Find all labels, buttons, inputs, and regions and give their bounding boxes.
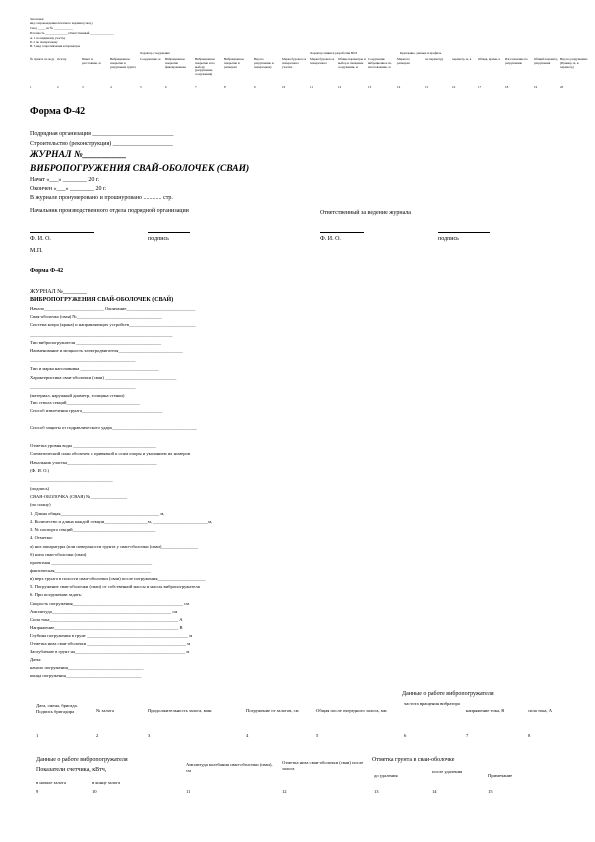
table-column-number: 12 [282,789,287,794]
form-field-line: (материал, наружный диаметр, толщина стенки) [30,393,125,398]
table2-group-left: Данные о работе вибропогружателя [36,757,128,763]
form-field-line: 5. Погружение сваи-оболочки (сваи) от собственной массы и массы вибропогружателя [30,584,200,589]
form-field-line: 3. № паспорта секций____________________________________ [30,527,156,532]
form-field-line: конца погружения_________________________________ [30,673,142,678]
header-line: Б. 2 по поперечному [30,40,58,44]
form-field-line: Начальник участка_______________________________________ [30,460,157,465]
form-field-line: Свая-оболочка (свая) №_____________________________________ [30,314,162,319]
header-column-number: 9 [254,85,256,89]
form-field-line: Амплитуда____________________________________________________ см [30,609,178,614]
form-title: Форма Ф-42 [30,106,86,117]
form-field-line: проектная ____________________________________________ [30,560,153,565]
table-header-cell: в конце залога [92,780,121,785]
header-column-title: Сооружение вибрационное по изготовлению, м [368,57,392,69]
form-field-line: ______________________________________________ [30,357,136,362]
table-header-cell: Амплитуда колебания сваи-оболочки (сваи), см [186,762,273,773]
finished-line: Окончен «___» ________ 20 г. [30,186,107,192]
signature-rule [148,232,190,233]
table-column-number: 10 [92,789,97,794]
signature-rule [30,232,94,233]
header-column-title: Общий параметр, разрушения [534,57,558,65]
header-line: Свод _____ из № ____________ [30,26,74,30]
construction-line: Строительство (реконструкция) ____________________ [30,141,173,147]
form-field-line: Тип вибропогружателя _____________________________________ [30,340,162,345]
stamp-label: М.П. [30,248,43,254]
header-column-title: Сооружение, м [140,57,161,61]
header-column-number: 14 [397,85,401,89]
form-field-line: а) низ аппаратуры (или поверхности грунта у сваи-оболочки (сваи)________________ [30,544,199,549]
header-column-number: 10 [282,85,286,89]
header-column-title: параметр, м, в [452,57,472,61]
form-field-line: 6. При погружении задать: [30,592,83,597]
header-line: вид сопровождения печатного издания (спец.) [30,21,93,25]
table-column-number: 14 [432,789,437,794]
table-column-number: 11 [186,789,191,794]
header-column-number: 13 [368,85,372,89]
table-header-cell: № залога [96,708,114,713]
form-field-line: СВАЯ-ОБОЛОЧКА (СВАЯ) №________________ [30,494,128,499]
header-column-number: 19 [534,85,538,89]
table-header-cell: Погружение от залогов, см [246,708,299,713]
form-field-line: Заглубление в грунт на________________________________________________ м [30,649,190,654]
form-field-line: 4. Отметки: [30,535,53,540]
form-field-line: в) верх грунта в полости сваи-оболочки (сваи) после погружения_____________________ [30,576,206,581]
table-header-cell: после удаления [432,769,463,774]
header-column-number: 2 [57,85,59,89]
header-column-title: Вибрационное покрытие и по выбору (разрушение, сооружения) [195,57,215,77]
form-field-line: 1. Длина общая___________________________________________ м, [30,511,165,516]
table-column-number: 7 [466,733,469,738]
left-sign-title: Начальник производственного отдела подрядной организации [30,208,189,214]
table-column-number: 15 [488,789,493,794]
header-column-title: Вид по разрушению и поперечному [254,57,274,69]
header-column-title: Вид по разрушению (Пример, м, в, параметр) [560,57,588,69]
header-column-number: 7 [195,85,197,89]
header-line: Плотность ______________ Ответственный _______________ [30,31,115,35]
form-field-line: ______________________________________________ [30,384,136,389]
form-field-line: Сила тока________________________________________________________ А [30,617,183,622]
fio-label: Ф. И. О. [320,236,341,242]
form-field-line: Глубина погружения в грунт ____________________________________________ м [30,633,193,638]
table-header-cell: сила тока, А [528,708,553,713]
table-column-number: 13 [374,789,379,794]
table-column-number: 3 [148,733,151,738]
header-column-title: Ось/пр [57,57,67,61]
form-field-line: Скорость погружения________________________________________________ см [30,601,189,606]
signature-label: подпись [438,236,459,242]
table-column-number: 8 [528,733,531,738]
header-column-number: 6 [165,85,167,89]
header-column-number: 12 [338,85,342,89]
header-column-title: Марка по размерам [397,57,410,65]
table-column-number: 9 [36,789,39,794]
table-column-number: 6 [404,733,407,738]
form-field-line: Тип ствола секций________________________________ [30,400,140,405]
form-field-line: Отметка низа сваи-оболочки ___________________________________________ м [30,641,191,646]
form-title-2: Форма Ф-42 [30,268,64,274]
header-column-title: Пикет и расстояние, м [82,57,101,65]
header-column-number: 5 [140,85,142,89]
form-field-line: Отметка уровня воды ____________________________________ [30,443,156,448]
header-group-label: Крепление, данные и профиль [400,51,442,55]
form-field-line: Начало__________________________ Окончание______________________________ [30,306,196,311]
table-header-cell: напряжение тока, В [466,708,505,713]
header-column-title: Вибрационное покрытие и разрушение грунта [110,57,136,69]
header-column-title: Общая, время, в [478,57,500,61]
table2-sub-left: Показатели счетчика, кВтч, [36,767,107,773]
form-field-line: Напряжение______________________________________________________ В [30,625,183,630]
header-group-label: Характер сооружения [140,51,170,55]
table-header-cell: Примечание [488,773,513,778]
form-field-line: (Ф. И. О.) [30,468,50,473]
form-field-line: Тип и марка наголовника __________________________________ [30,366,159,371]
form-field-line: б) низа сваи-оболочки (сваи) [30,552,87,557]
form-field-line: Схематический план оболочек с привязкой к осям опоры и указанием их номеров [30,451,190,456]
form-field-line: Характеристика сваи-оболочки (сваи) _______________________________ [30,375,177,380]
table-column-number: 1 [36,733,39,738]
header-column-title: Марка бурового и поперечного [310,57,335,65]
pages-line: В журнале пронумеровано и прошнуровано ............ стр. [30,195,173,201]
started-line: Начат «___» ________ 20 г. [30,177,100,183]
right-sign-title: Ответственный за ведение журнала [320,210,411,216]
form-field-line: Способ защиты от гидравлического удара_____________________________________ [30,425,197,430]
header-column-title: Общие параметры и выбор и смещение сооружения, м [338,57,366,69]
fio-label: Ф. И. О. [30,236,51,242]
form-field-line: начало погружения_________________________________ [30,665,144,670]
table1-group-label: Данные о работе вибропогружателя [402,691,494,697]
header-column-number: 3 [82,85,84,89]
table2-group-right: Отметка грунта в сваи-оболочке [372,757,455,763]
header-group-label: Характер линии и разработки ВОЗ [310,51,358,55]
form-field-line: фактическая__________________________________________ [30,568,151,573]
header-column-title: Вибрационное покрытие фиксированная [165,57,186,69]
form-field-line: (подпись) [30,486,50,491]
table-column-number: 2 [96,733,99,738]
header-column-number: 18 [505,85,509,89]
header-column-title: № пункта по ходу [30,57,55,61]
table-header-cell: частота вращения вибратора [404,701,460,706]
form-field-line: ____________________________________ [30,477,113,482]
table-header-cell: Отметка низа сваи-оболочки (сваи) после залога [282,760,364,771]
contractor-line: Подрядная организация ___________________________ [30,131,174,137]
signature-rule [438,232,490,233]
table-column-number: 5 [316,733,319,738]
journal-title: ВИБРОПОГРУЖЕНИЯ СВАЙ-ОБОЛОЧЕК (СВАИ) [30,164,250,174]
header-column-title: Марка бурового и поперечного участка [282,57,307,69]
header-column-title: Вибрационное покрытие и размерам [224,57,244,69]
journal-number: ЖУРНАЛ №_________ [30,150,127,160]
header-column-number: 17 [478,85,482,89]
table-header-cell: до удаления [374,773,398,778]
form-field-line: ______________________________________________________________ [30,332,173,337]
table-header-cell: Дата, смена, бригада. Подпись бригадира [36,703,78,714]
table-header-cell: в начале залога [36,780,66,785]
journal-number-2: ЖУРНАЛ №________ [30,289,87,295]
form-field-line: Система копра (крана) и направляющих устройств_____________________________ [30,322,196,327]
header-column-title: Изготовление по разрушению [505,57,528,65]
form-field-line: Наименование и мощность электродвигателя____________________________ [30,348,183,353]
form-field-line: (по плану) [30,502,51,507]
signature-rule [320,232,364,233]
header-line: В. 3 вид сопротивления и параметры [30,44,81,48]
header-column-number: 16 [452,85,456,89]
table-header-cell: Продолжительность залога, мин [148,708,212,713]
table-header-cell: Общая после очередного залога, мм [316,708,387,713]
header-line: Заголовок [30,17,44,21]
header-column-number: 11 [310,85,314,89]
table-column-number: 4 [246,733,249,738]
header-line: А. 1 по видимому участку [30,36,66,40]
header-column-number: 1 [30,85,32,89]
signature-label: подпись [148,236,169,242]
form-field-line: Способ извлечения грунта___________________________________ [30,408,163,413]
header-column-number: 15 [425,85,429,89]
form-field-line: 2. Количество и длина каждой секции___________________м, ________________________м, [30,519,213,524]
header-column-title: по параметру [425,57,444,61]
header-column-number: 8 [224,85,226,89]
header-column-number: 4 [110,85,112,89]
header-column-number: 20 [560,85,564,89]
form-field-line: Даты: [30,657,42,662]
journal-title-2: ВИБРОПОГРУЖЕНИЯ СВАЙ-ОБОЛОЧЕК (СВАЙ) [30,297,174,303]
